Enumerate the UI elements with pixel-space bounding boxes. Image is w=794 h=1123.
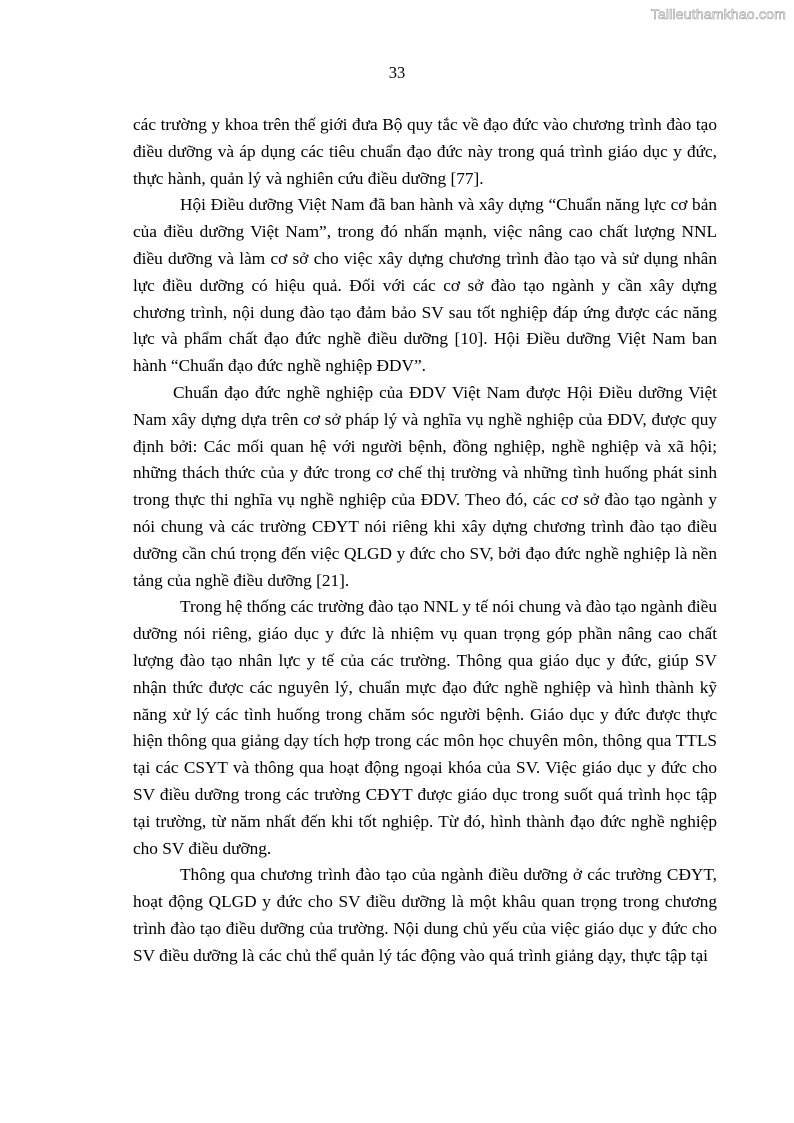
- paragraph-continuation: các trường y khoa trên thế giới đưa Bộ quy tắc về đạo đức vào chương trình đào tạo điều dưỡng và áp dụng các tiêu chuẩn đạo đức này trong quá trình giáo dục y đức, thực hành, quản lý và nghiên cứu điều dưỡng [77].: [133, 115, 717, 188]
- body-text: [133, 112, 717, 970]
- paragraph-chuan-dao-duc: Chuẩn đạo đức nghề nghiệp của ĐDV Việt Nam được Hội Điều dưỡng Việt Nam xây dựng dựa trên cơ sở pháp lý và nghĩa vụ nghề nghiệp của ĐDV, được quy định bởi: Các mối quan hệ với người bệnh, đồng nghiệp, nghề nghiệp và xã hội; những thách thức của y đức trong cơ chế thị trường và những tình huống phát sinh trong thực thi nghĩa vụ nghề nghiệp của ĐDV. Theo đó, các cơ sở đào tạo ngành y nói chung và các trường CĐYT nói riêng khi xây dựng chương trình đào tạo điều dưỡng cần chú trọng đến việc QLGD y đức cho SV, bởi đạo đức nghề nghiệp là nền tảng của nghề điều dưỡng [21].: [133, 382, 717, 590]
- paragraph-he-thong-truong: Trong hệ thống các trường đào tạo NNL y tế nói chung và đào tạo ngành điều dưỡng nói riêng, giáo dục y đức là nhiệm vụ quan trọng góp phần nâng cao chất lượng đào tạo nhân lực y tế của các trường. Thông qua giáo dục y đức, giúp SV nhận thức được các nguyên lý, chuẩn mực đạo đức nghề nghiệp và hình thành kỹ năng xử lý các tình huống trong chăm sóc người bệnh. Giáo dục y đức được thực hiện thông qua giảng dạy tích hợp trong các môn học chuyên môn, thông qua TTLS tại các CSYT và thông qua hoạt động ngoại khóa của SV. Việc giáo dục y đức cho SV điều dưỡng trong các trường CĐYT được giáo dục trong suốt quá trình học tập tại trường, từ năm nhất đến khi tốt nghiệp. Từ đó, hình thành đạo đức nghề nghiệp cho SV điều dưỡng.: [133, 597, 717, 858]
- paragraph-chuong-trinh-dao-tao: Thông qua chương trình đào tạo của ngành điều dưỡng ở các trường CĐYT, hoạt động QLGD y đức cho SV điều dưỡng là một khâu quan trọng trong chương trình đào tạo điều dưỡng của trường. Nội dung chủ yếu của việc giáo dục y đức cho SV điều dưỡng là các chủ thể quản lý tác động vào quá trình giảng dạy, thực tập tại: [133, 865, 717, 965]
- paragraph-hoi-dieu-duong: Hội Điều dưỡng Việt Nam đã ban hành và xây dựng “Chuẩn năng lực cơ bản của điều dưỡng Việt Nam”, trong đó nhấn mạnh, việc nâng cao chất lượng NNL điều dưỡng và làm cơ sở cho việc xây dựng chương trình đào tạo và sử dụng nhân lực điều dưỡng có hiệu quả. Đối với các cơ sở đào tạo ngành y cần xây dựng chương trình, nội dung đào tạo đảm bảo SV sau tốt nghiệp đáp ứng được các năng lực và phẩm chất đạo đức nghề điều dưỡng [10]. Hội Điều dưỡng Việt Nam ban hành “Chuẩn đạo đức nghề nghiệp ĐDV”.: [133, 195, 717, 376]
- watermark: Tailieuthamkhao.com: [650, 6, 786, 22]
- page-number: 33: [388, 63, 406, 82]
